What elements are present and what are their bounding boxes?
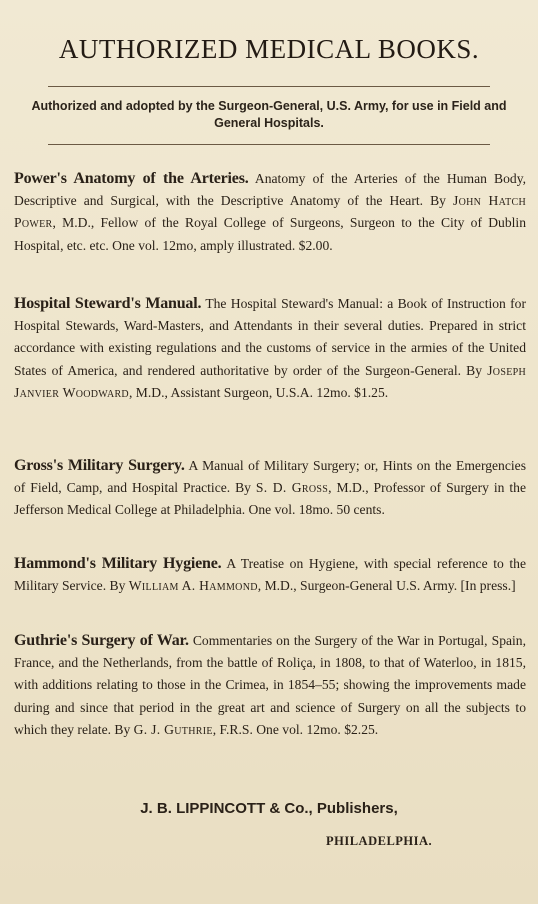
divider-rule <box>48 144 490 145</box>
book-title: Gross's Military Surgery. <box>14 457 185 474</box>
book-description: Commentaries on the Surgery of the War in Portugal, Spain, France, and the Netherlands, from the battle of Roliça, in 1808, to that of Waterloo, in 1815, with additions relating to those in the Crimea, in 1854–55; showing the improvements made during and since that period in the great art and science of Surgery on all the subjects to which they relate. By <box>14 633 526 737</box>
publisher-city: PHILADELPHIA. <box>326 834 433 848</box>
book-entry <box>14 455 526 522</box>
book-details: , M.D., Fellow of the Royal College of Surgeons, Surgeon to the City of Dublin Hospital, etc. etc. One vol. 12mo, amply illustrated. $2.00. <box>14 215 526 253</box>
book-author: G. J. Guthrie <box>133 721 213 737</box>
book-author: S. D. Gross <box>255 480 329 496</box>
book-title: Hospital Steward's Manual. <box>14 295 202 312</box>
book-description: A Treatise on Hygiene, with special reference to the Military Service. By <box>14 556 527 594</box>
publisher-name: J. B. LIPPINCOTT & Co., Publishers, <box>140 800 398 817</box>
book-title: Hammond's Military Hygiene. <box>14 555 222 572</box>
book-details: , M.D., Assistant Surgeon, U.S.A. 12mo. $1.25. <box>128 384 389 400</box>
book-author: Joseph Janvier Woodward <box>14 362 526 400</box>
book-description: A Manual of Military Surgery; or, Hints on the Emergencies of Field, Camp, and Hospital Practice. By <box>14 458 526 496</box>
book-entry <box>14 553 526 597</box>
page-title: AUTHORIZED MEDICAL BOOKS. <box>58 34 480 64</box>
book-details: , M.D., Professor of Surgery in the Jefferson Medical College at Philadelphia. One vol. 18mo. 50 cents. <box>14 480 526 518</box>
book-details: , F.R.S. One vol. 12mo. $2.25. <box>212 721 379 737</box>
book-entry <box>14 630 526 741</box>
book-entry <box>14 293 526 404</box>
book-author: John Hatch Power <box>14 193 526 231</box>
book-author: William A. Hammond <box>128 578 258 594</box>
divider-rule <box>48 86 490 87</box>
book-title: Guthrie's Surgery of War. <box>14 632 189 649</box>
book-title: Power's Anatomy of the Arteries. <box>14 170 249 187</box>
book-details: , M.D., Surgeon-General U.S. Army. [In press.] <box>257 578 516 594</box>
book-description: Anatomy of the Arteries of the Human Body, Descriptive and Surgical, with the Descriptive Anatomy of the Heart. By <box>14 171 527 209</box>
authorization-note: Authorized and adopted by the Surgeon-General, U.S. Army, for use in Field and General Hospitals. <box>31 99 507 130</box>
book-entry <box>14 168 526 257</box>
book-description: The Hospital Steward's Manual: a Book of Instruction for Hospital Stewards, Ward-Masters, and Attendants in their several duties. Prepared in strict accordance with existing regulations and the customs of service in the armies of the United States of America, and rendered authoritative by order of the Surgeon-General. By <box>14 296 526 378</box>
